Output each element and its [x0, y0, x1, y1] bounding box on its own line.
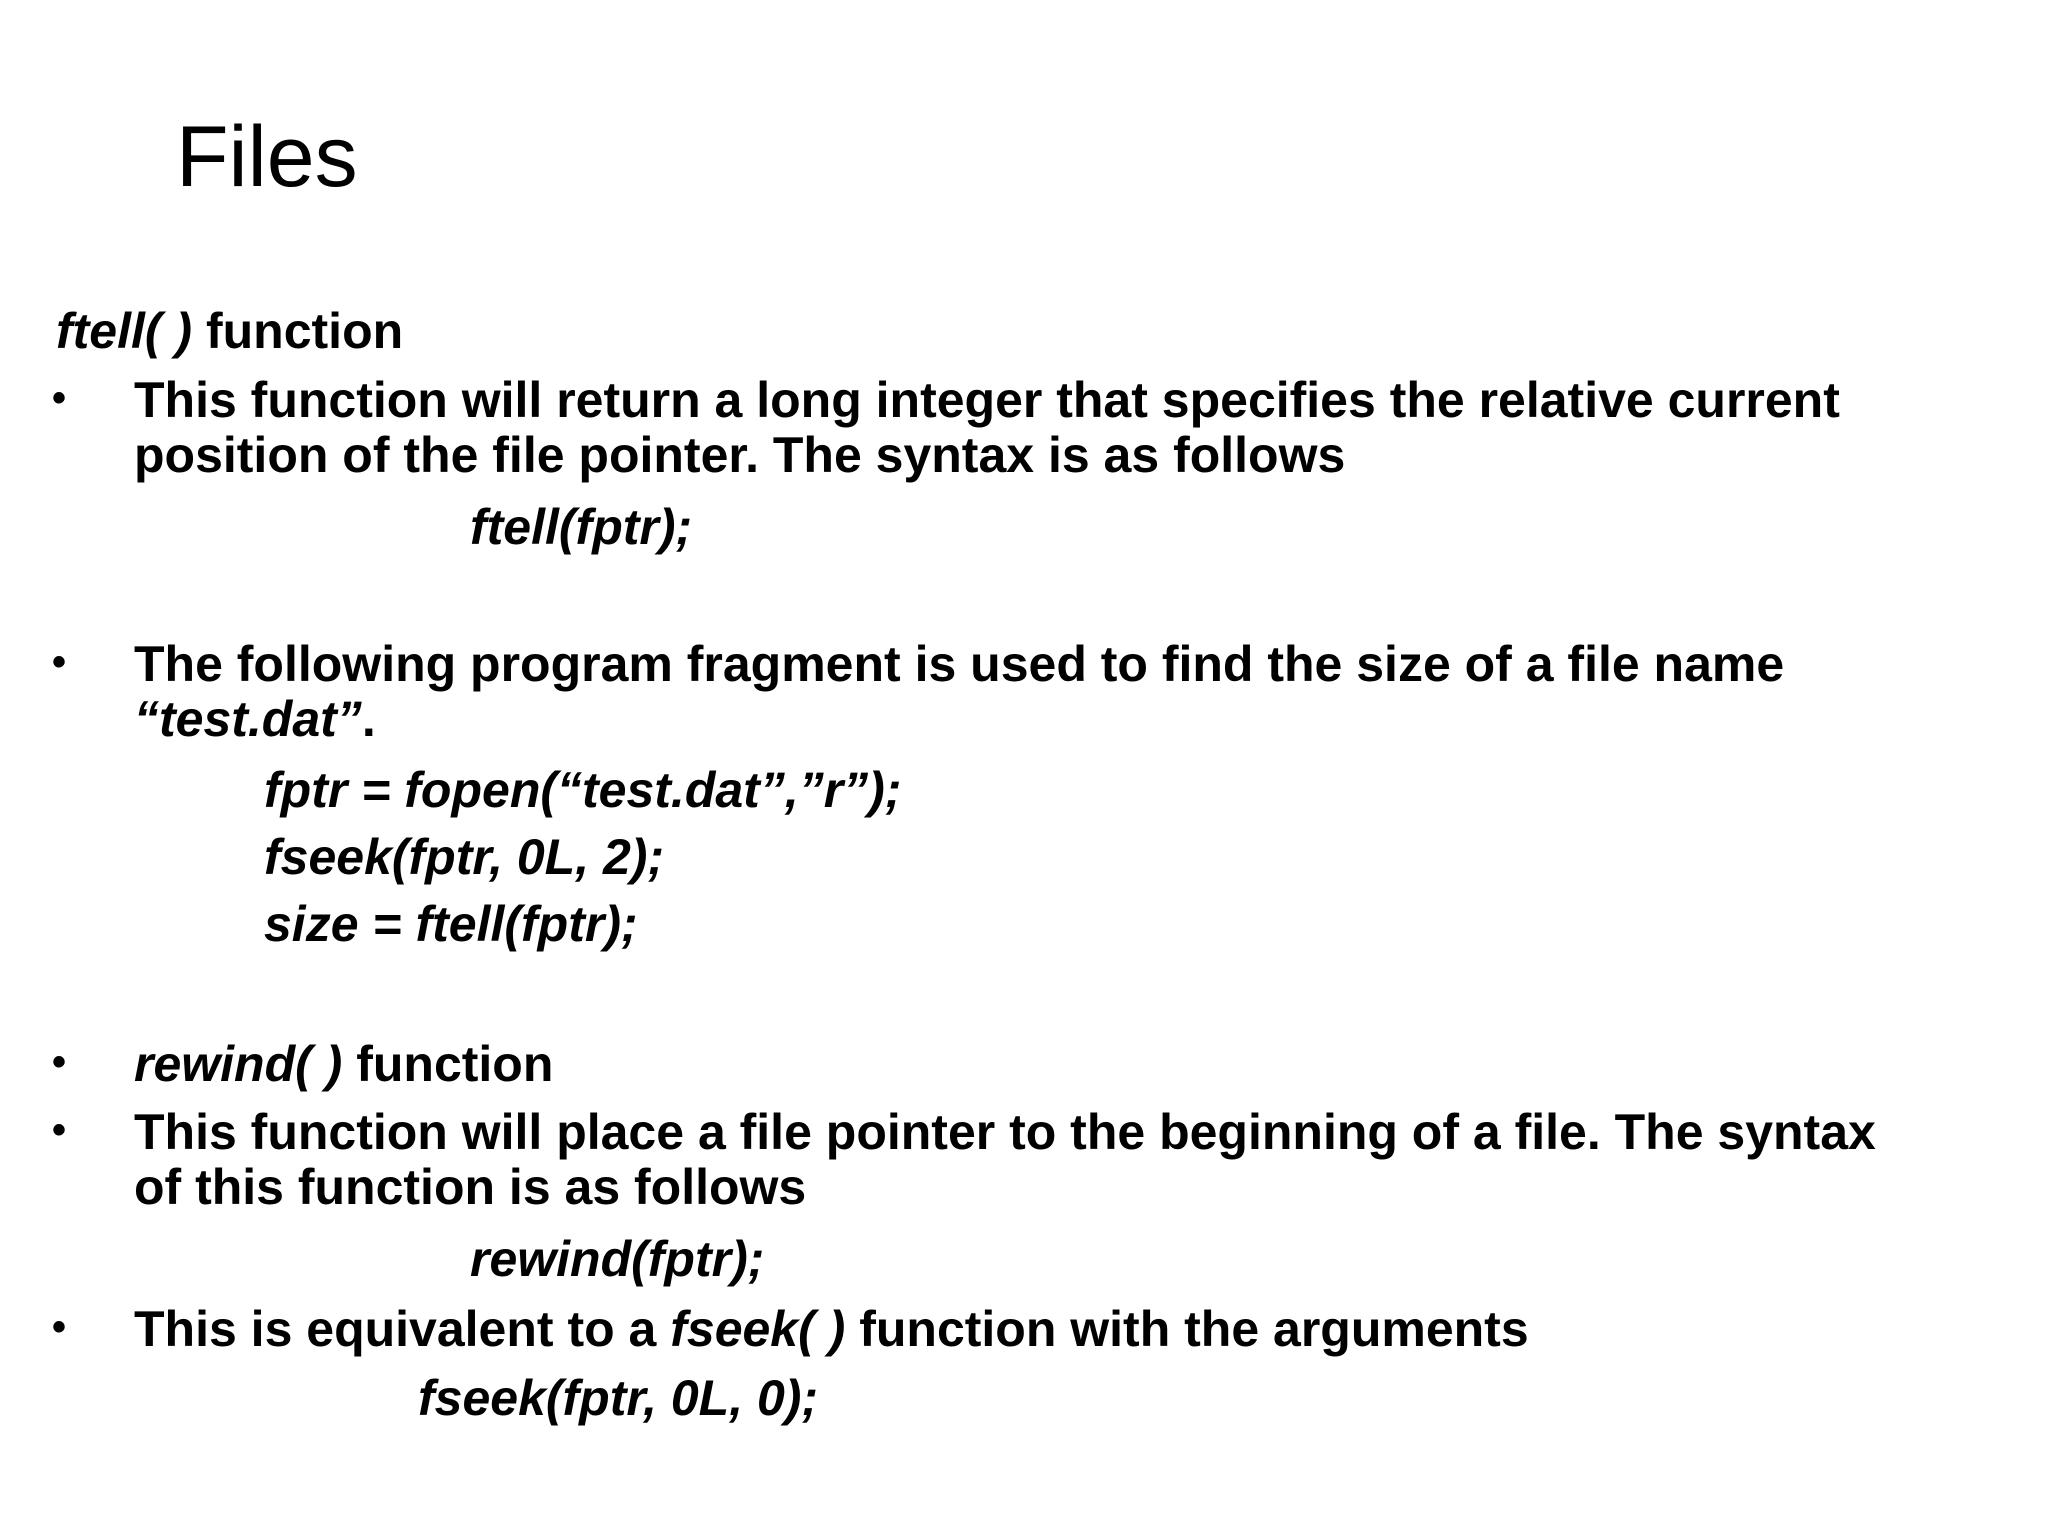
rewind-desc-line-2: of this function is as follows — [134, 1159, 807, 1215]
ftell-desc-line-1: This function will return a long integer that specifies the relative current — [134, 372, 1840, 428]
code-line: fptr = fopen(“test.dat”,”r”); — [264, 762, 902, 818]
rewind-heading-suffix: function — [342, 1036, 554, 1092]
size-desc-line-2 — [134, 692, 376, 747]
rewind-heading-name: rewind( ) — [134, 1036, 343, 1092]
bullet-dot: • — [52, 376, 67, 420]
equivalent-desc — [134, 1302, 1529, 1357]
fseek-equivalent-code: fseek(fptr, 0L, 0); — [418, 1370, 819, 1426]
fseek-name: fseek( ) — [670, 1301, 846, 1357]
code-line: size = ftell(fptr); — [264, 896, 638, 952]
code-line: fseek(fptr, 0L, 2); — [264, 829, 665, 885]
ftell-syntax-code: ftell(fptr); — [470, 499, 693, 555]
ftell-desc-line-2: position of the file pointer. The syntax is as follows — [134, 427, 1346, 483]
size-desc-period: . — [361, 691, 376, 747]
equivalent-desc-end: function with the arguments — [845, 1301, 1529, 1357]
equivalent-desc-start: This is equivalent to a — [134, 1301, 671, 1357]
rewind-syntax-code: rewind(fptr); — [470, 1231, 765, 1287]
bullet-dot: • — [52, 1040, 67, 1084]
filename-literal: “test.dat” — [134, 691, 362, 747]
rewind-heading — [134, 1037, 553, 1092]
ftell-heading — [56, 304, 403, 359]
size-desc-line-1: The following program fragment is used to find the size of a file name — [134, 636, 1785, 692]
bullet-dot: • — [52, 640, 67, 684]
slide-title: Files — [176, 109, 358, 205]
ftell-heading-name: ftell( ) — [56, 303, 193, 359]
rewind-desc-line-1: This function will place a file pointer to the beginning of a file. The syntax — [134, 1104, 1876, 1160]
bullet-dot: • — [52, 1108, 67, 1152]
ftell-heading-suffix: function — [192, 303, 404, 359]
bullet-dot: • — [52, 1305, 67, 1349]
